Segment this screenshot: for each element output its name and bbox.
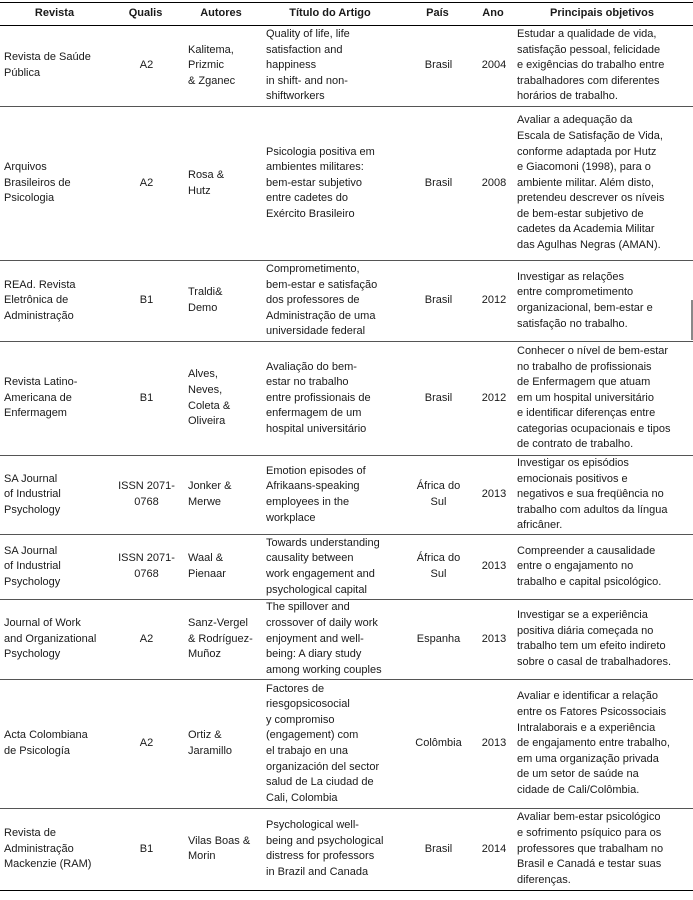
qualis-text: A2 xyxy=(139,737,154,750)
cell-ano xyxy=(475,534,511,599)
cell-objetivos xyxy=(511,534,693,599)
cell-autores xyxy=(182,679,260,808)
revista-text: Revista de Administração Mackenzie (RAM) xyxy=(4,827,92,871)
revista-text: Revista Latino- Americana de Enfermagem xyxy=(4,376,78,420)
cell-qualis xyxy=(109,808,182,890)
cell-pais xyxy=(400,342,475,456)
ano-text: 2012 xyxy=(481,294,507,307)
table-row xyxy=(0,808,693,890)
cell-ano xyxy=(475,456,511,535)
ano-text: 2004 xyxy=(481,59,507,72)
pais-text: Brasil xyxy=(424,294,453,307)
ano-text: 2013 xyxy=(481,488,507,501)
cell-revista xyxy=(0,808,109,890)
ano-text: 2013 xyxy=(481,632,507,645)
ano-text: 2014 xyxy=(481,842,507,855)
table-row xyxy=(0,456,693,535)
header-titulo: Título do Artigo xyxy=(260,3,400,26)
ano-text: 2013 xyxy=(481,737,507,750)
cell-qualis xyxy=(109,599,182,679)
revista-text: SA Journal of Industrial Psychology xyxy=(4,472,61,516)
autores-text: Sanz-Vergel & Rodríguez- Muñoz xyxy=(188,617,253,661)
objetivos-text: Investigar os episódios emocionais positivos e negativos e sua freqüência no trabalho com adultos da língua africâner. xyxy=(517,457,668,532)
cell-titulo xyxy=(260,679,400,808)
cell-revista xyxy=(0,107,109,261)
objetivos-text: Avaliar a adequação da Escala de Satisfação de Vida, conforme adaptada por Hutz e Giacomoni (1998), para o ambiente militar. Além disto, pretendeu descrever os níveis de bem-estar subjetivo de cadetes da Academia Militar das Agulhas Negras (AMAN). xyxy=(517,114,665,252)
pais-text: Brasil xyxy=(424,176,453,189)
cell-pais xyxy=(400,456,475,535)
titulo-text: Avaliação do bem- estar no trabalho entre profissionais de enfermagem de um hospital universitário xyxy=(266,360,371,435)
qualis-text: ISSN 2071- 0768 xyxy=(118,480,175,508)
pais-text: Espanha xyxy=(416,632,461,645)
cell-qualis xyxy=(109,107,182,261)
ano-text: 2013 xyxy=(481,560,507,573)
revista-text: REAd. Revista Eletrônica de Administração xyxy=(4,278,76,322)
revista-text: SA Journal of Industrial Psychology xyxy=(4,544,61,588)
autores-text: Ortiz & Jaramillo xyxy=(188,729,233,757)
pais-text: Brasil xyxy=(424,842,453,855)
cell-pais xyxy=(400,26,475,107)
cell-qualis xyxy=(109,342,182,456)
autores-text: Waal & Pienaar xyxy=(188,552,226,580)
titulo-text: Psicologia positiva em ambientes militares: bem-estar subjetivo entre cadetes do Exército Brasileiro xyxy=(266,145,375,220)
cell-ano xyxy=(475,26,511,107)
autores-text: Alves, Neves, Coleta & Oliveira xyxy=(188,368,231,428)
autores-text: Traldi& Demo xyxy=(188,286,223,314)
articles-table xyxy=(0,2,693,891)
cell-qualis xyxy=(109,456,182,535)
objetivos-text: Avaliar e identificar a relação entre os Fatores Psicossociais Intralaborais e a experiência de engajamento entre trabalho, em uma organização privada de um setor de saúde na cidade de Cali/Colômbia. xyxy=(517,690,670,796)
cell-titulo xyxy=(260,534,400,599)
cell-revista xyxy=(0,342,109,456)
revista-text: Arquivos Brasileiros de Psicologia xyxy=(4,161,71,205)
cell-ano xyxy=(475,261,511,342)
revista-text: Journal of Work and Organizational Psychology xyxy=(4,617,97,661)
pais-text: Brasil xyxy=(424,391,453,404)
objetivos-text: Avaliar bem-estar psicológico e sofrimento psíquico para os professores que trabalham no Brasil e Canadá e testar suas diferenças. xyxy=(517,811,664,886)
cell-autores xyxy=(182,107,260,261)
cell-revista xyxy=(0,261,109,342)
cell-pais xyxy=(400,599,475,679)
titulo-text: Towards understanding causality between work engagement and psychological capital xyxy=(266,536,380,596)
autores-text: Kalitema, Prizmic & Zganec xyxy=(188,43,236,87)
titulo-text: The spillover and crossover of daily work enjoyment and well- being: A diary study among working couples xyxy=(266,601,382,676)
titulo-text: Psychological well- being and psychological distress for professors in Brazil and Canada xyxy=(266,819,384,879)
cell-titulo xyxy=(260,26,400,107)
titulo-text: Emotion episodes of Afrikaans-speaking employees in the workplace xyxy=(266,464,366,524)
cell-revista xyxy=(0,599,109,679)
cell-autores xyxy=(182,342,260,456)
cell-revista xyxy=(0,26,109,107)
revista-text: Revista de Saúde Pública xyxy=(4,51,91,79)
qualis-text: B1 xyxy=(139,391,154,404)
header-row xyxy=(0,3,693,26)
cell-pais xyxy=(400,534,475,599)
ano-text: 2012 xyxy=(481,391,507,404)
cell-qualis xyxy=(109,261,182,342)
table-row xyxy=(0,534,693,599)
autores-text: Vilas Boas & Morin xyxy=(188,834,251,863)
header-ano: Ano xyxy=(475,3,511,26)
cell-objetivos xyxy=(511,679,693,808)
cell-objetivos xyxy=(511,599,693,679)
cell-titulo xyxy=(260,599,400,679)
qualis-text: B1 xyxy=(139,294,154,307)
objetivos-text: Estudar a qualidade de vida, satisfação pessoal, felicidade e exigências do trabalho entre trabalhadores com diferentes horários de trabalho. xyxy=(517,28,665,103)
cell-autores xyxy=(182,456,260,535)
titulo-text: Comprometimento, bem-estar e satisfação dos professores de Administração de uma universidade federal xyxy=(266,263,378,338)
header-revista: Revista xyxy=(0,3,109,26)
autores-text: Jonker & Merwe xyxy=(188,480,232,508)
pais-text: Colômbia xyxy=(415,737,462,750)
cell-revista xyxy=(0,679,109,808)
objetivos-text: Investigar se a experiência positiva diária começada no trabalho tem um efeito indireto sobre o casal de trabalhadores. xyxy=(517,609,672,669)
pais-text: África do Sul xyxy=(416,552,461,580)
table-row xyxy=(0,599,693,679)
table-row xyxy=(0,26,693,107)
cell-objetivos xyxy=(511,107,693,261)
cell-titulo xyxy=(260,808,400,890)
cell-qualis xyxy=(109,26,182,107)
cell-autores xyxy=(182,26,260,107)
header-pais: País xyxy=(400,3,475,26)
cell-titulo xyxy=(260,107,400,261)
header-objetivos: Principais objetivos xyxy=(511,3,693,26)
cell-ano xyxy=(475,342,511,456)
qualis-text: A2 xyxy=(139,176,154,189)
autores-text: Rosa & Hutz xyxy=(188,168,225,197)
cell-pais xyxy=(400,261,475,342)
cell-ano xyxy=(475,599,511,679)
qualis-text: A2 xyxy=(139,59,154,72)
cell-pais xyxy=(400,107,475,261)
table-row xyxy=(0,261,693,342)
cell-qualis xyxy=(109,534,182,599)
cell-pais xyxy=(400,808,475,890)
cell-objetivos xyxy=(511,342,693,456)
cell-revista xyxy=(0,534,109,599)
cell-autores xyxy=(182,599,260,679)
cell-titulo xyxy=(260,342,400,456)
cell-titulo xyxy=(260,261,400,342)
cell-autores xyxy=(182,808,260,890)
table-row xyxy=(0,342,693,456)
revista-text: Acta Colombiana de Psicología xyxy=(4,729,88,757)
titulo-text: Factores de riesgopsicosocial y compromiso (engagement) com el trabajo en una organización del sector salud de La ciudad de Cali, Colombia xyxy=(266,682,380,804)
table-row xyxy=(0,679,693,808)
qualis-text: A2 xyxy=(139,632,154,645)
cell-objetivos xyxy=(511,26,693,107)
qualis-text: B1 xyxy=(139,842,154,855)
pais-text: África do Sul xyxy=(416,480,461,508)
objetivos-text: Compreender a causalidade entre o engajamento no trabalho e capital psicológico. xyxy=(517,544,662,588)
cell-ano xyxy=(475,107,511,261)
table-row xyxy=(0,107,693,261)
header-autores: Autores xyxy=(182,3,260,26)
cell-objetivos xyxy=(511,456,693,535)
cell-titulo xyxy=(260,456,400,535)
table-body xyxy=(0,26,693,891)
cell-pais xyxy=(400,679,475,808)
cell-revista xyxy=(0,456,109,535)
ano-text: 2008 xyxy=(481,176,507,189)
cell-autores xyxy=(182,261,260,342)
cell-autores xyxy=(182,534,260,599)
pais-text: Brasil xyxy=(424,59,453,72)
objetivos-text: Investigar as relações entre comprometimento organizacional, bem-estar e satisfação no trabalho. xyxy=(517,270,653,330)
cell-ano xyxy=(475,679,511,808)
cell-objetivos xyxy=(511,261,693,342)
objetivos-text: Conhecer o nível de bem-estar no trabalho de profissionais de Enfermagem que atuam em um hospital universitário e identificar diferenças entre categorias ocupacionais e tipos de contrato de trabalho. xyxy=(517,344,671,451)
header-qualis: Qualis xyxy=(109,3,182,26)
qualis-text: ISSN 2071- 0768 xyxy=(118,552,175,580)
cell-objetivos xyxy=(511,808,693,890)
cell-ano xyxy=(475,808,511,890)
titulo-text: Quality of life, life satisfaction and happiness in shift- and non- shiftworkers xyxy=(266,28,350,103)
cell-qualis xyxy=(109,679,182,808)
